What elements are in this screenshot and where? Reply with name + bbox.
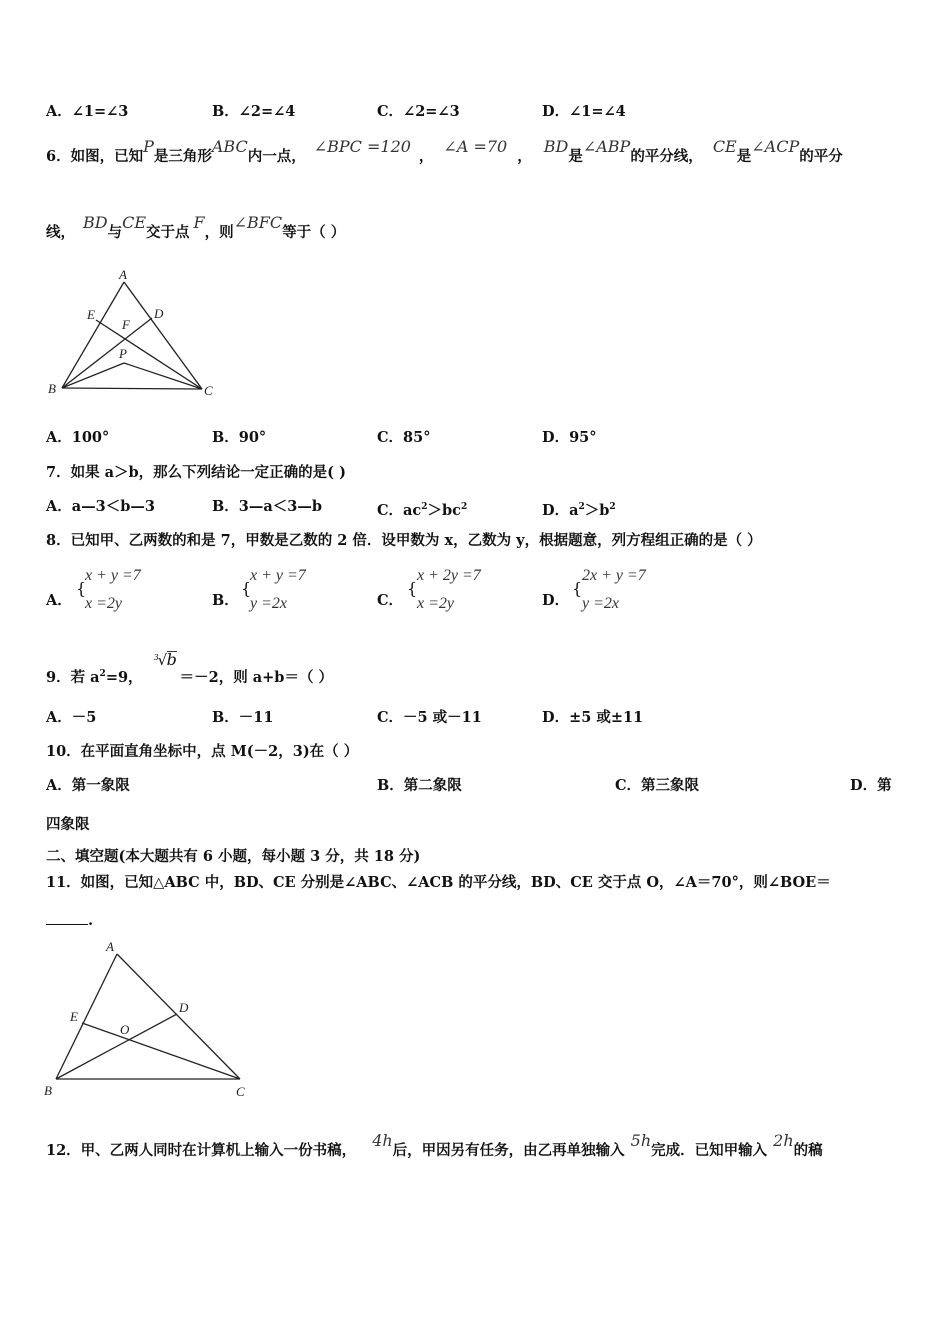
q8-option-a-system: x + y =7 x =2y xyxy=(85,567,141,612)
q7-option-a: A．a—3＜b—3 xyxy=(46,498,155,515)
q8-stem: 8．已知甲、乙两数的和是 7，甲数是乙数的 2 倍．设甲数为 x，乙数为 y，根据题意，列方程组正确的是（ ） xyxy=(46,532,762,549)
q9-option-b: B．－11 xyxy=(212,709,274,726)
q11-answer-line: . xyxy=(46,910,93,931)
section-2-heading: 二、填空题(本大题共有 6 小题，每小题 3 分，共 18 分) xyxy=(46,848,421,865)
q8-option-b-label: B． xyxy=(212,592,239,609)
q8-option-c-label: C． xyxy=(377,592,404,609)
q8-option-c-system: x + 2y =7 x =2y xyxy=(417,567,481,612)
q5-option-a: A．∠1=∠3 xyxy=(46,103,129,120)
q8-option-d-brace: { xyxy=(572,579,583,598)
q8-option-c-brace: { xyxy=(407,579,418,598)
q12-stem: 12．甲、乙两人同时在计算机上输入一份书稿，4h后，甲因另有任务，由乙再单独输入5h完成．已知甲输入2h的稿 xyxy=(46,1131,823,1159)
q6-label-f: F xyxy=(122,317,130,332)
q6-option-a: A．100° xyxy=(46,429,110,446)
q9-cube-root: 3 √ b xyxy=(153,650,177,669)
q6-stem-line2: 线，BD与CE交于点F，则∠BFC等于（ ） xyxy=(46,213,346,241)
q11-label-e: E xyxy=(70,1009,78,1024)
q9-option-c: C．－5 或－11 xyxy=(377,709,482,726)
q9-option-a: A．－5 xyxy=(46,709,97,726)
q11-label-c: C xyxy=(236,1084,245,1099)
q7-option-b: B．3—a＜3—b xyxy=(212,498,322,515)
q10-option-a: A．第一象限 xyxy=(46,777,130,794)
q5-option-d: D．∠1=∠4 xyxy=(542,103,626,120)
q10-stem: 10．在平面直角坐标中，点 M(－2，3)在（ ） xyxy=(46,743,359,760)
q10-option-c: C．第三象限 xyxy=(615,777,700,794)
q6-triangle-figure xyxy=(40,262,230,402)
q7-option-c: C．$ac^2>bc^2$ xyxy=(377,501,468,519)
q5-option-b: B．∠2=∠4 xyxy=(212,103,296,120)
q6-label-p: P xyxy=(119,346,127,361)
q9-option-d: D．±5 或±11 xyxy=(542,709,644,726)
q8-option-b-brace: { xyxy=(241,579,252,598)
q6-label-b: B xyxy=(48,381,56,396)
q6-stem-line1: 6．如图，已知P是三角形ABC内一点，∠BPC =120，∠A =70，BD是∠ABP的平分线，CE是∠ACP的平分 xyxy=(46,137,843,165)
q8-option-a-label: A． xyxy=(46,592,72,609)
q6-label-a: A xyxy=(119,267,127,282)
q7-option-d: D．$a^2>b^2$ xyxy=(542,501,616,519)
q6-label-c: C xyxy=(204,383,213,398)
q10-option-b: B．第二象限 xyxy=(377,777,462,794)
q6-option-c: C．85° xyxy=(377,429,431,446)
q5-option-c: C．∠2=∠3 xyxy=(377,103,460,120)
q11-label-a: A xyxy=(106,939,114,954)
q11-triangle-figure xyxy=(40,936,260,1101)
q11-label-d: D xyxy=(179,1000,189,1015)
q11-label-o: O xyxy=(120,1022,130,1037)
q10-option-d-continued: 四象限 xyxy=(46,816,90,833)
q9-stem: 9．若 $a^2=9$， 3 √ b ＝－2，则 a+b＝（ ） xyxy=(46,650,333,686)
q8-option-a-brace: { xyxy=(76,579,87,598)
q11-stem: 11．如图，已知△ABC 中，BD、CE 分别是∠ABC、∠ACB 的平分线，BD、CE 交于点 O，∠A＝70°，则∠BOE＝ xyxy=(46,874,831,891)
q6-label-e: E xyxy=(87,307,95,322)
q10-option-d: D．第 xyxy=(850,777,892,794)
q11-blank xyxy=(46,910,88,925)
q11-label-b: B xyxy=(44,1083,52,1098)
q8-option-b-system: x + y =7 y =2x xyxy=(250,567,306,612)
q6-option-b: B．90° xyxy=(212,429,267,446)
q7-stem: 7．如果 a＞b，那么下列结论一定正确的是( ) xyxy=(46,464,346,481)
q6-option-d: D．95° xyxy=(542,429,597,446)
q8-option-d-label: D． xyxy=(542,592,570,609)
q6-label-d: D xyxy=(154,306,164,321)
q8-option-d-system: 2x + y =7 y =2x xyxy=(582,567,646,612)
